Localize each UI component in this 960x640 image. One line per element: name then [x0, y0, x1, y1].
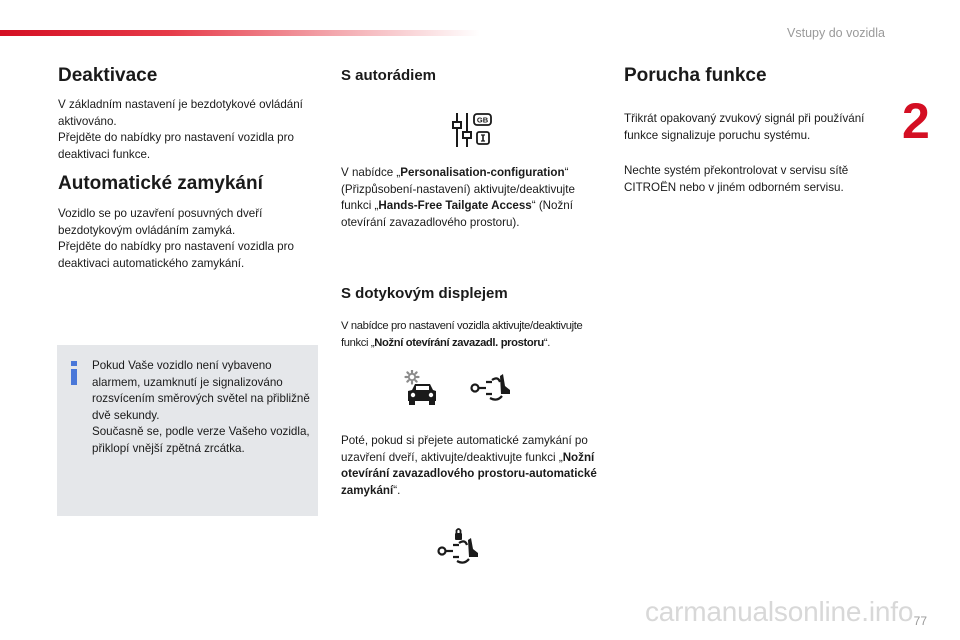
heading-s-dotykovym-displejem: S dotykovým displejem — [341, 285, 508, 302]
radio-function-name: Hands-Free Tailgate Access — [378, 199, 532, 213]
svg-text:GB: GB — [476, 115, 489, 125]
touch-text-a: V nabídce pro nastavení vozidla aktivujte/deaktivujte funkci „ — [341, 320, 583, 349]
paragraph-deaktivace-2: Přejděte do nabídky pro nastavení vozidla pro deaktivaci funkce. — [58, 131, 294, 161]
column-right-text — [624, 111, 886, 196]
paragraph-auto-2: Přejděte do nabídky pro nastavení vozidla pro deaktivaci automatického zamykání. — [58, 240, 294, 270]
radio-text-a: V nabídce „ — [341, 166, 401, 179]
chapter-number: 2 — [902, 93, 930, 149]
header-accent-bar — [0, 30, 480, 36]
info-text — [92, 358, 310, 458]
paragraph-deaktivace-1: V základním nastavení je bezdotykové ovládání aktivováno. — [58, 98, 303, 128]
info-paragraph-2: Současně se, podle verze Vašeho vozidla, přiklopí vnější zpětná zrcátka. — [92, 425, 310, 455]
foot-kick-lock-icon — [437, 527, 481, 565]
info-icon — [68, 361, 80, 385]
heading-deaktivace: Deaktivace — [58, 65, 158, 86]
paragraph-touch-block — [341, 318, 603, 352]
radio-text-c: “ (Přizpůsobení-nastavení) aktivujte/deaktivujte funkci „ — [341, 166, 575, 213]
info-paragraph-1: Pokud Vaše vozidlo není vybaveno alarmem, uzamknutí je signalizováno rozsvícením směrových světel na přibližně dvě sekundy. — [92, 359, 310, 422]
paragraph-touch — [341, 318, 603, 352]
then-text-c: “. — [393, 483, 401, 497]
paragraph-radio-block — [341, 165, 599, 231]
then-text-a: Poté, pokud si přejete automatické zamykání po uzavření dveří, aktivujte/deaktivujte funkci „ — [341, 434, 588, 464]
paragraph-then — [341, 433, 601, 499]
paragraph-then-block — [341, 433, 601, 499]
paragraph-fault-2: Nechte systém překontrolovat v servisu sítě CITROËN nebo v jiném odborném servisu. — [624, 164, 849, 194]
then-function-name: Nožní otevírání zavazadlového prostoru-automatické zamykání — [341, 450, 597, 497]
heading-s-autoradiem: S autorádiem — [341, 67, 437, 84]
paragraph-fault-1: Třikrát opakovaný zvukový signál při používání funkce signalizuje poruchu systému. — [624, 112, 865, 142]
column-middle-touch — [341, 285, 606, 302]
paragraph-auto-1: Vozidlo se po uzavření posuvných dveří bezdotykovým ovládáním zamyká. — [58, 207, 263, 237]
section-title: Vstupy do vozidla — [787, 26, 885, 40]
column-middle-radio — [341, 67, 606, 84]
info-box — [57, 345, 318, 516]
page-number: 77 — [913, 614, 927, 628]
radio-settings-icon — [451, 110, 493, 150]
heading-automaticke-zamykani: Automatické zamykání — [58, 173, 263, 194]
car-settings-icon — [404, 370, 440, 408]
paragraph-radio — [341, 165, 599, 231]
radio-menu-name: Personalisation-configuration — [400, 166, 565, 179]
column-right — [624, 65, 889, 87]
touch-text-c: “. — [543, 337, 551, 349]
column-left — [58, 65, 323, 163]
heading-porucha-funkce: Porucha funkce — [624, 65, 767, 86]
watermark: carmanualsonline.info — [645, 596, 914, 627]
column-left-auto — [58, 173, 323, 272]
foot-kick-icon — [470, 372, 512, 402]
radio-text-e: “ (Nožní otevírání zavazadlového prostoru). — [341, 199, 573, 229]
touch-function-name: Nožní otevírání zavazadl. prostoru — [374, 337, 544, 349]
